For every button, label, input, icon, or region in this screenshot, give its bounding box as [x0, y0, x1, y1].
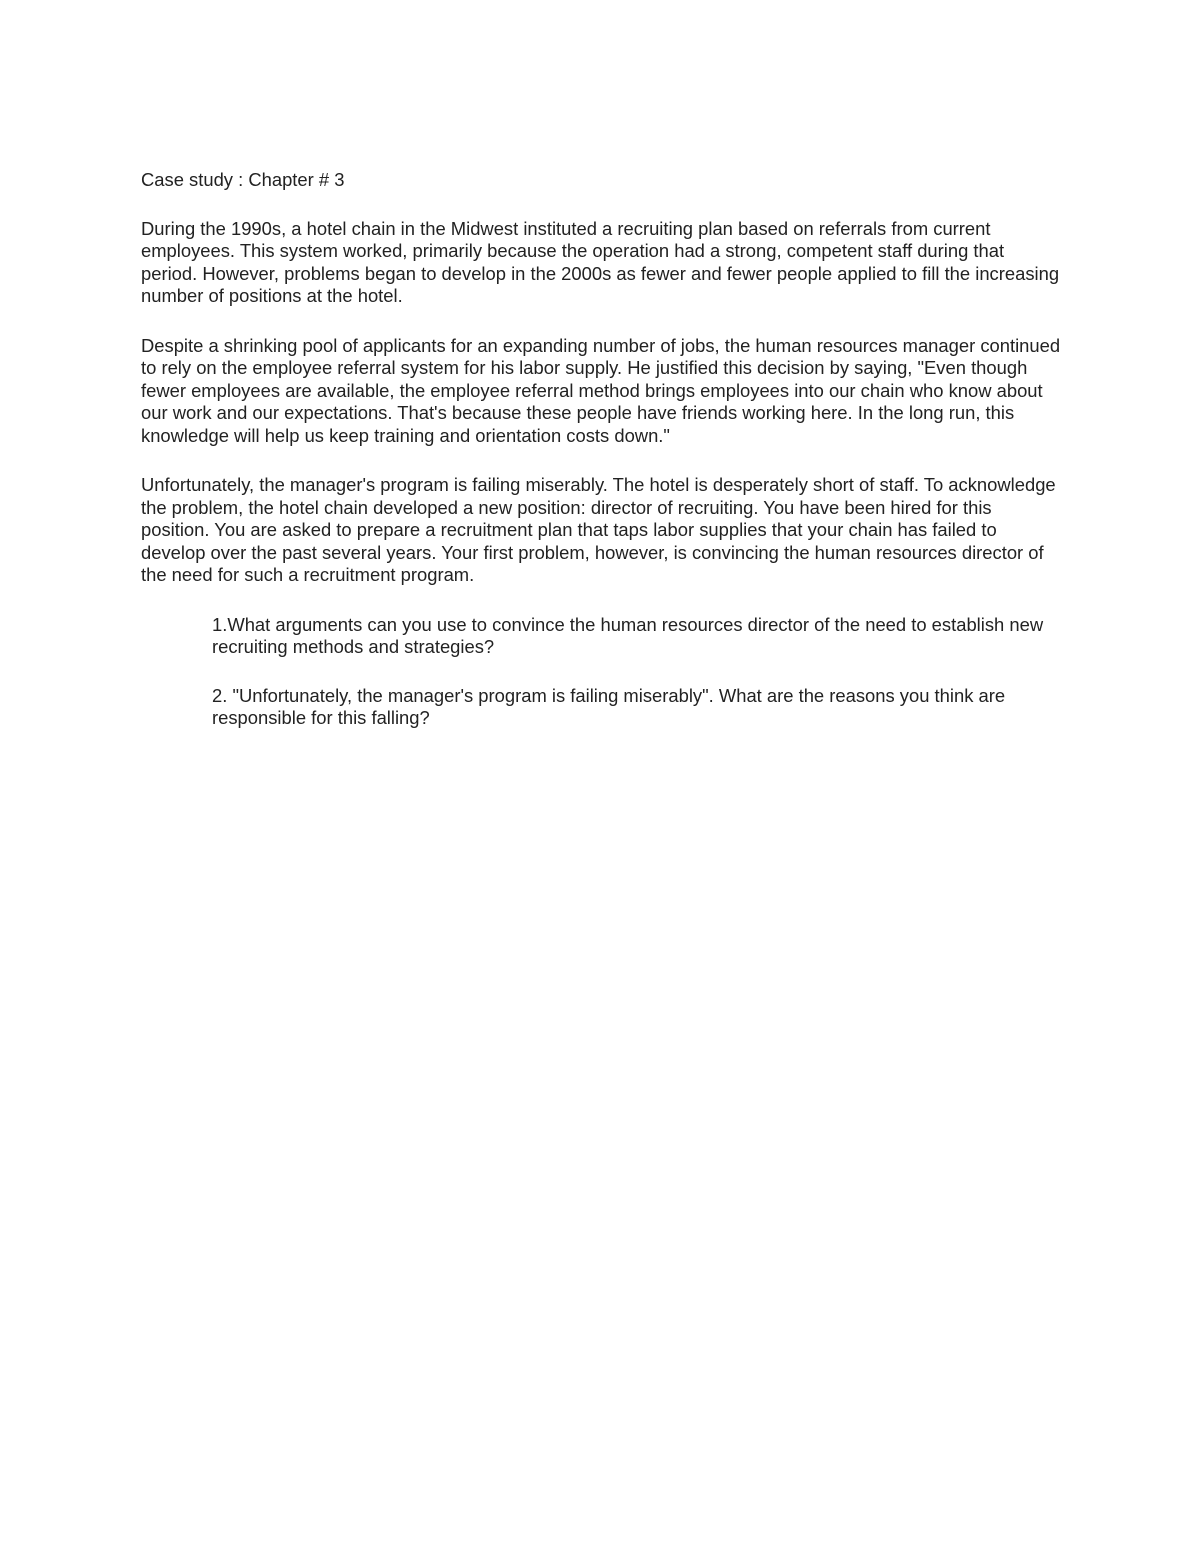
- document-heading: Case study : Chapter # 3: [141, 169, 345, 190]
- paragraph-background: During the 1990s, a hotel chain in the Midwest instituted a recruiting plan based on referrals from current employees. This system worked, primarily because the operation had a strong, competent staff during that period. However, problems began to develop in the 2000s as fewer and fewer people applied to fill the increasing number of positions at the hotel.: [141, 217, 1060, 306]
- paragraph-current-situation: Unfortunately, the manager's program is failing miserably. The hotel is desperately short of staff. To acknowledge the problem, the hotel chain developed a new position: director of recruiting. You have been hired for this position. You are asked to prepare a recruitment plan that taps labor supplies that your chain has failed to develop over the past several years. Your first problem, however, is convincing the human resources director of the need for such a recruitment program.: [141, 474, 1056, 585]
- question-2: 2. "Unfortunately, the manager's program is failing miserably". What are the reasons you think are responsible for this falling?: [212, 684, 1006, 728]
- question-1: 1.What arguments can you use to convince the human resources director of the need to establish new recruiting methods and strategies?: [212, 613, 1044, 657]
- paragraph-manager-justification: Despite a shrinking pool of applicants for an expanding number of jobs, the human resources manager continued to rely on the employee referral system for his labor supply. He justified this decision by saying, "Even though fewer employees are available, the employee referral method brings employees into our chain who know about our work and our expectations. That's because these people have friends working here. In the long run, this knowledge will help us keep training and orientation costs down.": [141, 334, 1061, 446]
- document-body: [141, 169, 1061, 756]
